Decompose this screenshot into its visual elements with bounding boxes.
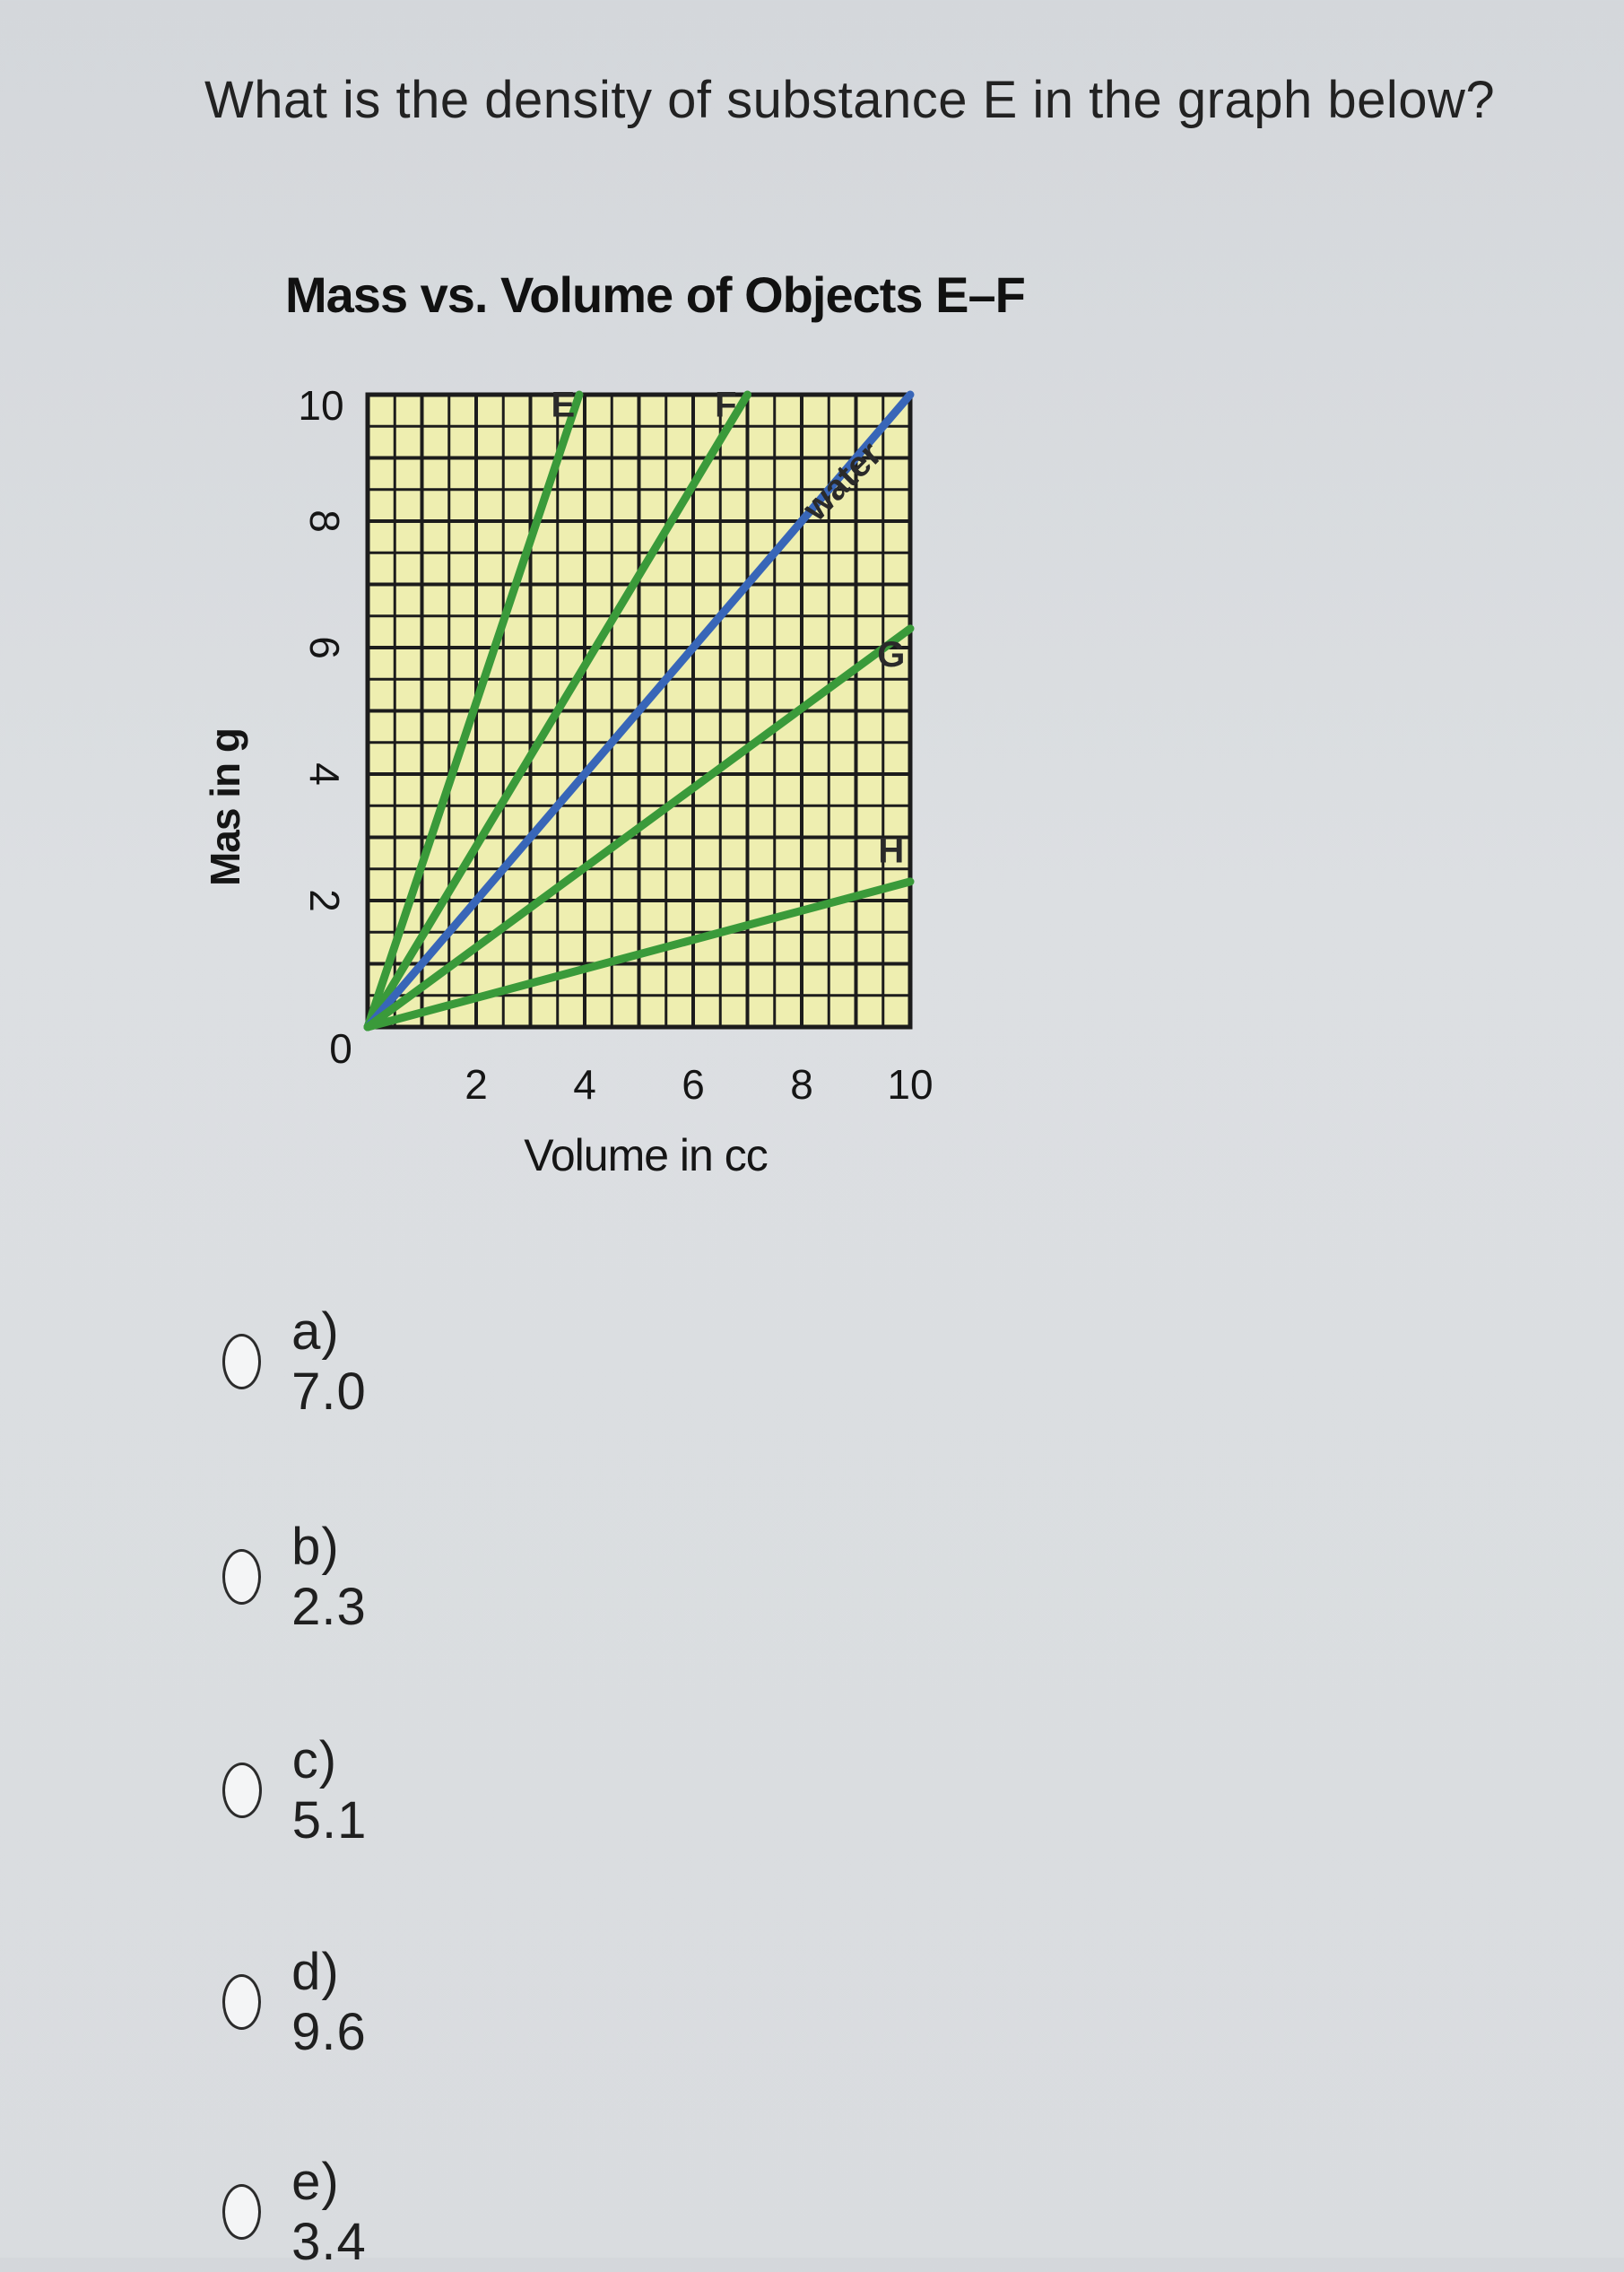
option-b-label: b) 2.3 bbox=[291, 1518, 367, 1636]
option-a-label: a) 7.0 bbox=[291, 1302, 367, 1421]
chart bbox=[179, 260, 1025, 1229]
chart-svg bbox=[179, 260, 1025, 1229]
option-b[interactable] bbox=[222, 1518, 384, 1636]
y-tick-label: 4 bbox=[300, 762, 348, 786]
y-tick-label: 10 bbox=[298, 382, 344, 430]
x-tick-label: 4 bbox=[573, 1061, 596, 1108]
series-label-H: H bbox=[878, 831, 905, 871]
radio-a[interactable] bbox=[222, 1334, 261, 1389]
option-a[interactable] bbox=[222, 1302, 384, 1421]
y-axis-label: Mas in g bbox=[202, 727, 248, 887]
series-label-E: E bbox=[551, 385, 576, 425]
x-tick-label: 6 bbox=[682, 1061, 705, 1108]
series-label-G: G bbox=[877, 635, 906, 675]
option-d[interactable] bbox=[222, 1943, 384, 2061]
option-e-label: e) 3.4 bbox=[291, 2153, 367, 2271]
radio-b[interactable] bbox=[222, 1549, 261, 1605]
y-tick-label: 8 bbox=[300, 509, 348, 533]
y-tick-label: 0 bbox=[329, 1025, 352, 1072]
chart-title: Mass vs. Volume of Objects E–F bbox=[285, 266, 1025, 323]
y-tick-label: 6 bbox=[300, 636, 348, 659]
option-e[interactable] bbox=[222, 2153, 384, 2271]
x-tick-label: 10 bbox=[887, 1061, 934, 1108]
radio-e[interactable] bbox=[222, 2184, 261, 2240]
radio-c[interactable] bbox=[222, 1763, 262, 1818]
option-d-label: d) 9.6 bbox=[291, 1943, 367, 2061]
option-c[interactable] bbox=[222, 1731, 384, 1850]
x-tick-label: 2 bbox=[465, 1061, 488, 1108]
option-c-label: c) 5.1 bbox=[291, 1731, 368, 1850]
series-label-F: F bbox=[715, 385, 737, 425]
y-tick-label: 2 bbox=[300, 889, 348, 912]
radio-d[interactable] bbox=[222, 1974, 261, 2030]
x-tick-label: 8 bbox=[790, 1061, 813, 1108]
series-label-water: water bbox=[795, 434, 890, 529]
question-text: What is the density of substance E in the graph below? bbox=[204, 71, 1496, 129]
x-axis-label: Volume in cc bbox=[524, 1130, 768, 1180]
